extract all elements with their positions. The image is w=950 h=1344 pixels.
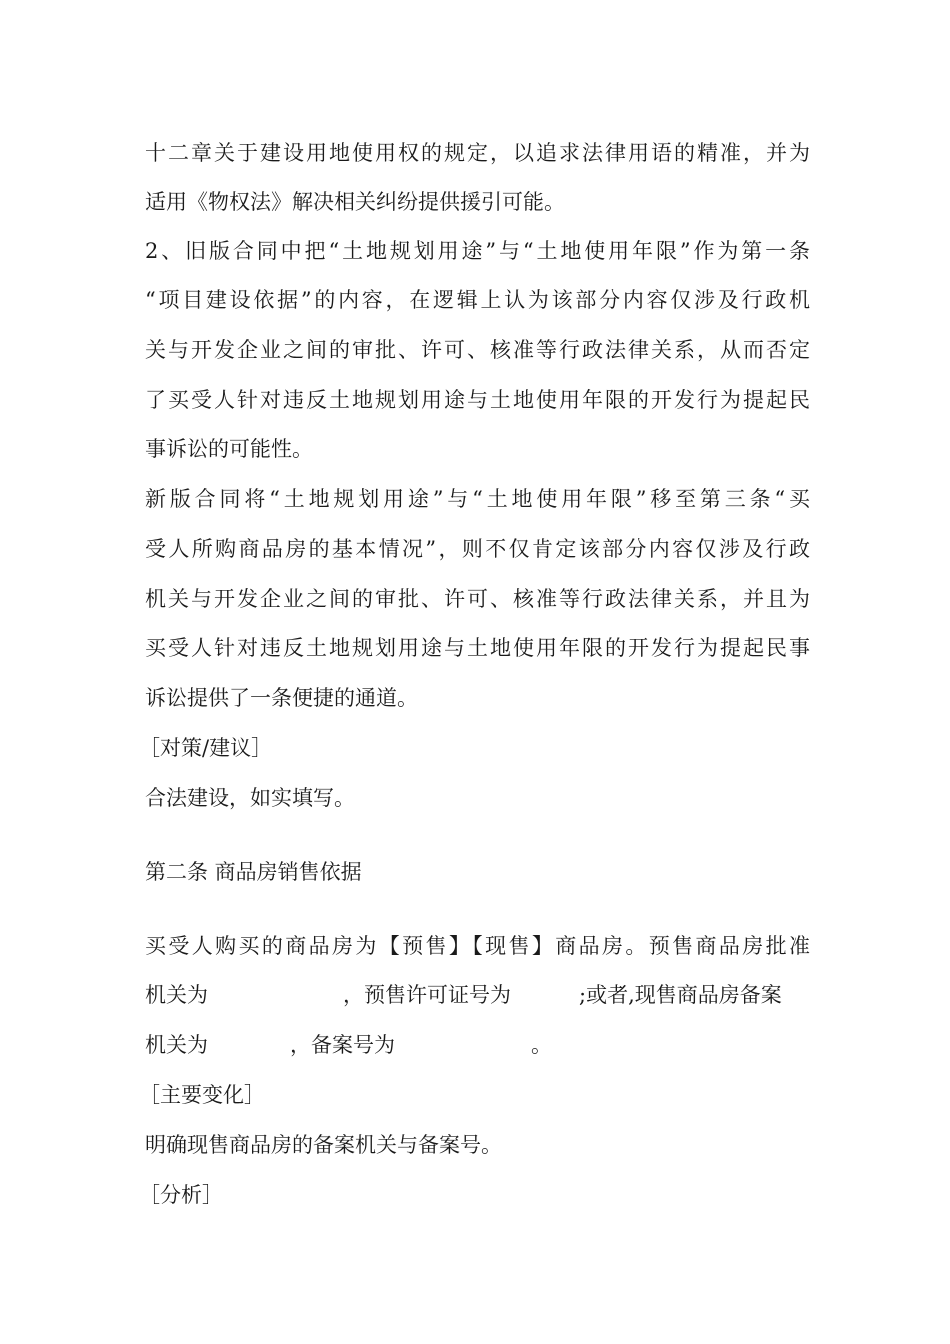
para4-line3: [145, 1030, 810, 1060]
suggestion-text: 合法建设，如实填写。: [145, 786, 355, 810]
heading-changes: ［主要变化］: [139, 1083, 265, 1107]
para2-line3: 关与开发企业之间的审批、许可、核准等行政法律关系，从而否定: [145, 338, 810, 362]
para2-line5: 事诉讼的可能性。: [145, 437, 313, 461]
para4-line3-part-a: 机关为: [145, 1033, 208, 1057]
para4-line2: [145, 980, 810, 1010]
para3-line1: 新版合同将“土地规划用途”与“土地使用年限”移至第三条“买: [145, 487, 810, 511]
para3-line5: 诉讼提供了一条便捷的通道。: [145, 686, 418, 710]
para4-line2-part-c: ;或者,现售商品房备案: [579, 983, 782, 1007]
para1-line1: 十二章关于建设用地使用权的规定，以追求法律用语的精准，并为: [145, 141, 810, 165]
para4-line3-part-b: ，备案号为: [290, 1033, 395, 1057]
para2-line1: 2、旧版合同中把“土地规划用途”与“土地使用年限”作为第一条: [145, 239, 810, 263]
heading-suggestion: ［对策/建议］: [139, 736, 273, 760]
para3-line4: 买受人针对违反土地规划用途与土地使用年限的开发行为提起民事: [145, 636, 810, 660]
para2-line2: “项目建设依据”的内容，在逻辑上认为该部分内容仅涉及行政机: [145, 288, 810, 312]
para2-line4: 了买受人针对违反土地规划用途与土地使用年限的开发行为提起民: [145, 388, 810, 412]
para3-line2: 受人所购商品房的基本情况”，则不仅肯定该部分内容仅涉及行政: [145, 537, 810, 561]
para3-line3: 机关与开发企业之间的审批、许可、核准等行政法律关系，并且为: [145, 587, 810, 611]
article-title: 第二条 商品房销售依据: [145, 860, 362, 884]
para4-line1: 买受人购买的商品房为【预售】【现售】商品房。预售商品房批准: [145, 934, 810, 958]
para4-line2-part-a: 机关为: [145, 983, 208, 1007]
para1-line2: 适用《物权法》解决相关纠纷提供援引可能。: [145, 190, 565, 214]
heading-analysis: ［分析］: [139, 1183, 223, 1207]
changes-text: 明确现售商品房的备案机关与备案号。: [145, 1133, 502, 1157]
para4-line2-part-b: ，预售许可证号为: [343, 983, 511, 1007]
para4-line3-part-c: 。: [531, 1033, 552, 1057]
